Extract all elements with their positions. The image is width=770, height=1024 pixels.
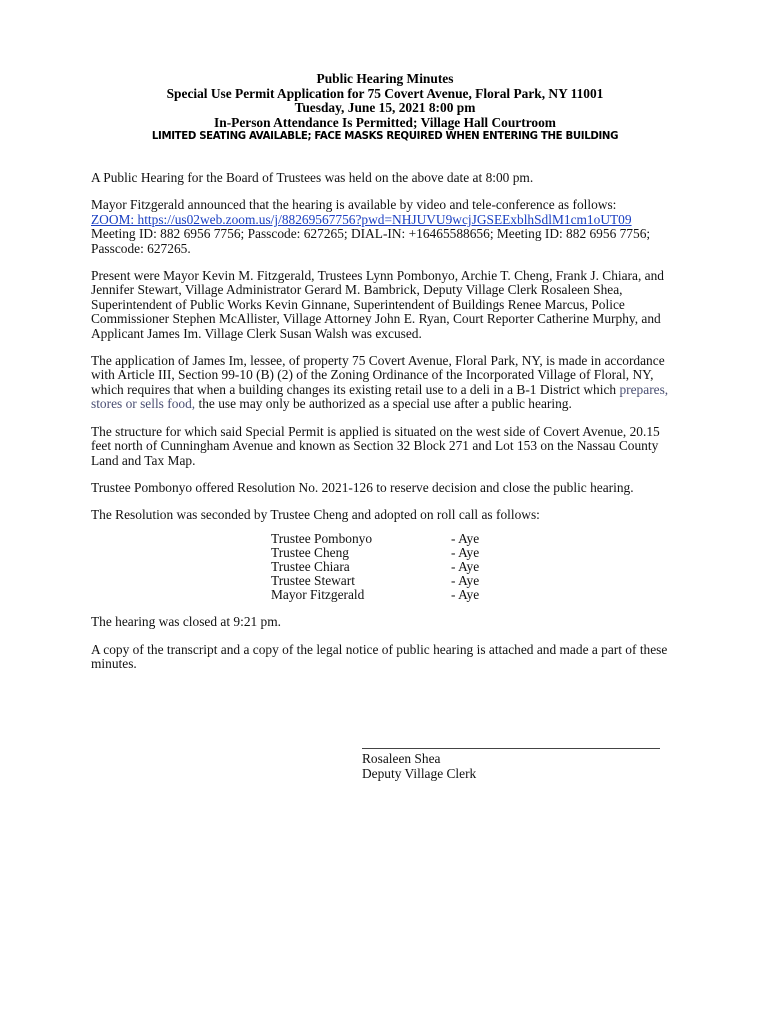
signature-block: [362, 748, 662, 781]
voter-vote: - Aye: [451, 544, 480, 560]
document-subtitle: Special Use Permit Application for 75 Covert Avenue, Floral Park, NY 11001: [166, 85, 604, 101]
voter-name: Trustee Stewart: [271, 573, 355, 588]
voter-vote: - Aye: [451, 573, 480, 588]
table-row: [271, 532, 479, 546]
application-highlight: prepares, stores or sells food,: [91, 381, 669, 412]
signature-line: [362, 748, 660, 749]
roll-call-table: [271, 532, 479, 602]
structure-paragraph: The structure for which said Special Permit is applied is situated on the west side of Covert Avenue, 20.15 feet north of Cunningham Avenue and known as Section 32 Block 271 and Lot 153 on the Nassau County Land and Tax Map.: [91, 423, 660, 468]
voter-name: Mayor Fitzgerald: [271, 587, 365, 603]
voter-name: Trustee Cheng: [271, 544, 349, 560]
voter-vote: - Aye: [451, 587, 480, 603]
voter-vote: - Aye: [451, 530, 480, 546]
document-title: Public Hearing Minutes: [316, 71, 454, 86]
transcript-paragraph: A copy of the transcript and a copy of the legal notice of public hearing is attached and made a part of these minutes.: [91, 641, 668, 671]
application-paragraph: [91, 354, 681, 412]
attendees-paragraph: Present were Mayor Kevin M. Fitzgerald, Trustees Lynn Pombonyo, Archie T. Cheng, Frank J. Chiara, and Jennifer Stewart, Village Administrator Gerard M. Bambrick, Deputy Village Clerk Rosaleen Shea, Superintendent of Public Works Kevin Ginnane, Superintendent of Buildings Renee Marcus, Police Commissioner Stephen McAllister, Village Attorney John E. Ryan, Court Reporter Catherine Murphy, and Applicant James Im. Village Clerk Susan Walsh was excused.: [91, 268, 664, 341]
document-header: [0, 72, 770, 144]
hearing-datetime: Tuesday, June 15, 2021 8:00 pm: [294, 100, 476, 116]
zoom-paragraph: [91, 198, 681, 256]
seating-notice: LIMITED SEATING AVAILABLE; FACE MASKS REQUIRED WHEN ENTERING THE BUILDING: [151, 131, 619, 143]
document-body: [91, 171, 681, 684]
table-row: [271, 546, 479, 560]
voter-name: Trustee Chiara: [271, 558, 350, 574]
resolution-paragraph: Trustee Pombonyo offered Resolution No. 2021-126 to reserve decision and close the public hearing.: [91, 479, 634, 495]
zoom-link[interactable]: ZOOM: https://us02web.zoom.us/j/88269567756?pwd=NHJUVU9wcjJGSEExblhSdlM1cm1oUT09: [91, 211, 632, 227]
signer-title: Deputy Village Clerk: [362, 765, 477, 781]
zoom-intro: Mayor Fitzgerald announced that the hearing is available by video and tele-conference as follows:: [91, 197, 617, 213]
application-text-2: the use may only be authorized as a special use after a public hearing.: [198, 396, 572, 412]
closing-paragraph: The hearing was closed at 9:21 pm.: [91, 614, 282, 630]
application-text-1: The application of James Im, lessee, of property 75 Covert Avenue, Floral Park, NY, is made in accordance with Article III, Section 99-10 (B) (2) of the Zoning Ordinance of the Incorporated Village of Floral, NY, which requires that when a building changes its existing retail use to a deli in a B-1 District which: [91, 353, 665, 397]
voter-name: Trustee Pombonyo: [271, 530, 373, 546]
voter-vote: - Aye: [451, 558, 480, 574]
table-row: [271, 560, 479, 574]
zoom-details: Meeting ID: 882 6956 7756; Passcode: 627265; DIAL-IN: +16465588656; Meeting ID: 882 6956 7756; Passcode: 627265.: [91, 226, 651, 256]
table-row: [271, 574, 479, 588]
seconded-paragraph: The Resolution was seconded by Trustee Cheng and adopted on roll call as follows:: [91, 507, 540, 523]
signer-name: Rosaleen Shea: [362, 751, 441, 766]
opening-paragraph: A Public Hearing for the Board of Trustees was held on the above date at 8:00 pm.: [91, 170, 534, 185]
attendance-line: In-Person Attendance Is Permitted; Village Hall Courtroom: [214, 114, 556, 130]
table-row: [271, 588, 479, 602]
